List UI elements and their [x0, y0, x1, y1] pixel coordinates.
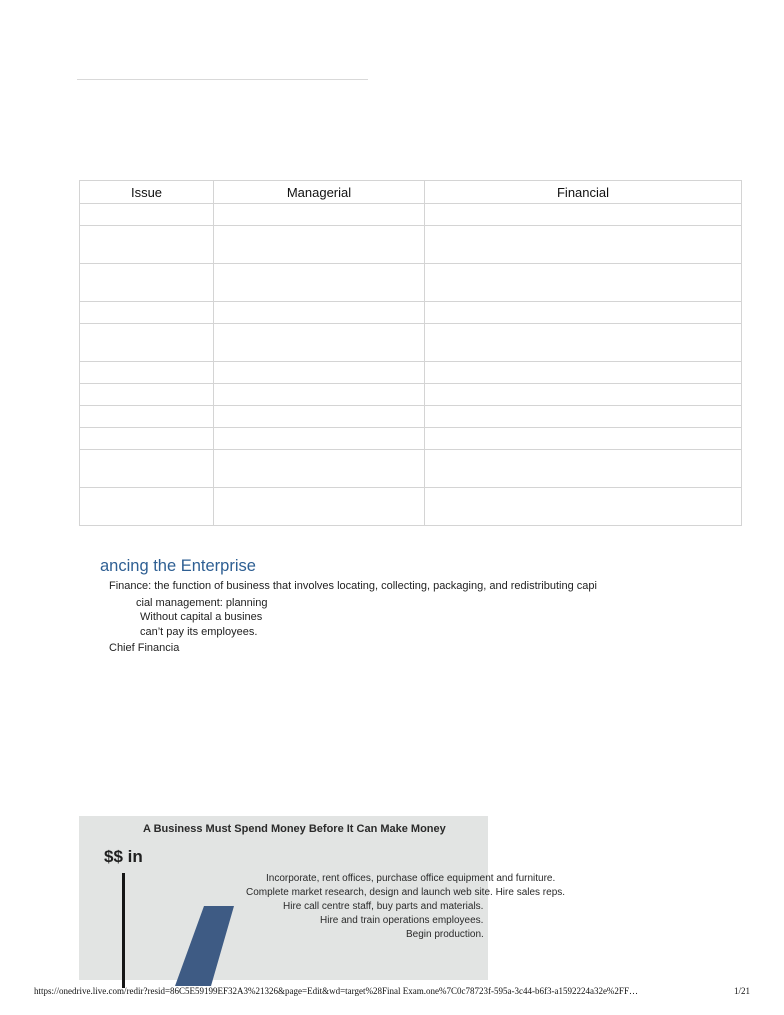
table-cell-issue	[80, 488, 214, 526]
table-cell-financial	[425, 488, 742, 526]
table-cell-issue	[80, 204, 214, 226]
table-cell-financial	[425, 406, 742, 428]
body-line-employees: can’t pay its employees.	[140, 626, 258, 638]
table-cell-issue	[80, 450, 214, 488]
table-cell-issue	[80, 406, 214, 428]
table-row	[80, 488, 742, 526]
table-cell-managerial	[214, 450, 425, 488]
table-cell-financial	[425, 324, 742, 362]
figure-y-label: $$ in	[104, 847, 143, 866]
table-header-row	[80, 181, 742, 204]
header-managerial: Managerial	[214, 181, 425, 204]
table-row	[80, 264, 742, 302]
table-cell-managerial	[214, 406, 425, 428]
table-row	[80, 302, 742, 324]
figure-step: Complete market research, design and launch web site. Hire sales reps.	[246, 887, 566, 898]
table-cell-managerial	[214, 226, 425, 264]
figure-step: Begin production.	[406, 929, 484, 940]
table-cell-financial	[425, 264, 742, 302]
body-line-finance: Finance: the function of business that involves locating, collecting, packaging, and redistributing capi	[109, 580, 597, 592]
table-row	[80, 362, 742, 384]
figure-step: Hire call centre staff, buy parts and materials.	[283, 901, 484, 912]
footer-url: https://onedrive.live.com/redir?resid=86C5E59199EF32A3%21326&page=Edit&wd=target%28Final Exam.one%7C0c78723f-595a-3c44-b6f3-a1592224a32e%2FF…	[34, 986, 638, 996]
table-row	[80, 450, 742, 488]
header-issue: Issue	[80, 181, 214, 204]
table-cell-managerial	[214, 362, 425, 384]
table-cell-managerial	[214, 428, 425, 450]
scanned-figure	[79, 816, 566, 980]
table-cell-financial	[425, 302, 742, 324]
table-cell-issue	[80, 324, 214, 362]
table-cell-issue	[80, 226, 214, 264]
section-heading: ancing the Enterprise	[100, 557, 256, 575]
table-cell-issue	[80, 264, 214, 302]
body-line-financial-management: cial management: planning	[136, 597, 268, 609]
table-cell-financial	[425, 450, 742, 488]
table-cell-financial	[425, 428, 742, 450]
table-row	[80, 324, 742, 362]
table-cell-managerial	[214, 204, 425, 226]
body-line-chief-financial: Chief Financia	[109, 642, 180, 654]
footer-page-number: 1/21	[734, 986, 751, 996]
table-row	[80, 226, 742, 264]
table-cell-financial	[425, 204, 742, 226]
table-cell-financial	[425, 226, 742, 264]
table-cell-issue	[80, 428, 214, 450]
body-line-without-capital: Without capital a busines	[140, 611, 263, 623]
table-row	[80, 204, 742, 226]
table-row	[80, 384, 742, 406]
figure-y-axis	[122, 873, 125, 988]
table-cell-issue	[80, 384, 214, 406]
table-cell-managerial	[214, 302, 425, 324]
table-cell-financial	[425, 362, 742, 384]
table-cell-managerial	[214, 488, 425, 526]
table-row	[80, 428, 742, 450]
top-divider	[77, 79, 368, 80]
figure-rising-bar	[159, 906, 269, 986]
table-cell-financial	[425, 384, 742, 406]
table-cell-managerial	[214, 324, 425, 362]
figure-step: Incorporate, rent offices, purchase office equipment and furniture.	[266, 873, 556, 884]
issue-table	[79, 180, 742, 526]
table-cell-issue	[80, 302, 214, 324]
table-cell-managerial	[214, 264, 425, 302]
table-row	[80, 406, 742, 428]
figure-title: A Business Must Spend Money Before It Can Make Money	[143, 823, 446, 835]
header-financial: Financial	[425, 181, 742, 204]
table-cell-issue	[80, 362, 214, 384]
figure-step: Hire and train operations employees.	[320, 915, 484, 926]
table-cell-managerial	[214, 384, 425, 406]
